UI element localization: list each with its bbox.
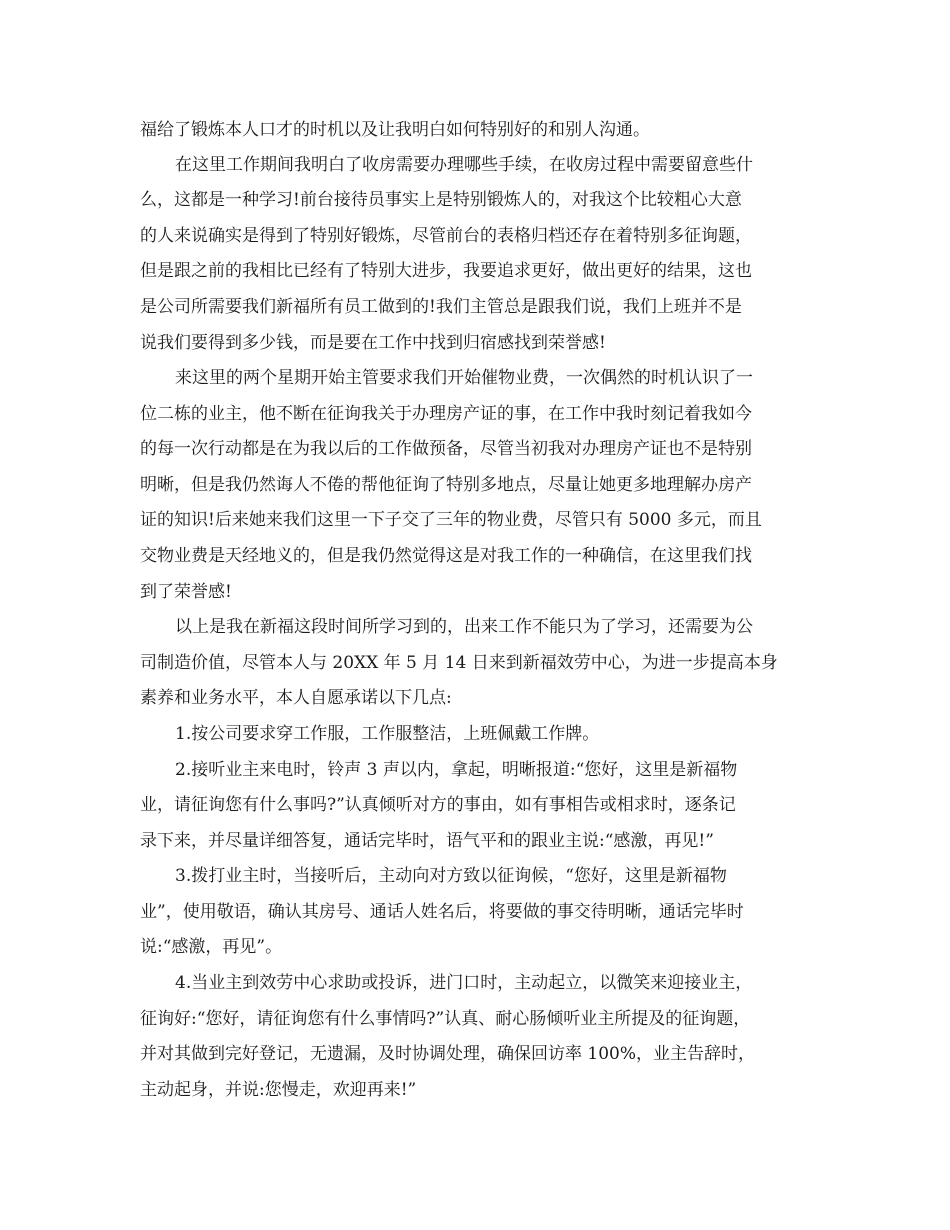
text-line: 在这里工作期间我明白了收房需要办理哪些手续，在收房过程中需要留意些什 [175, 155, 753, 175]
text-line: 的每一次行动都是在为我以后的工作做预备，尽管当初我对办理房产证也不是特别 [140, 439, 752, 459]
text-line: 但是跟之前的我相比已经有了特别大进步，我要追求更好，做出更好的结果，这也 [140, 261, 752, 281]
text-line: 福给了锻炼本人口才的时机以及让我明白如何特别好的和别人沟通。 [140, 120, 650, 140]
text-line: 业，请征询您有什么事吗?”认真倾听对方的事由，如有事相告或相求时，逐条记 [140, 795, 736, 815]
text-line: 4.当业主到效劳中心求助或投诉，进门口时，主动起立，以微笑来迎接业主， [175, 973, 753, 993]
text-line: 说我们要得到多少钱，而是要在工作中找到归宿感找到荣誉感! [140, 333, 606, 353]
text-line: 3.拨打业主时，当接听后，主动向对方致以征询候，“您好，这里是新福物 [175, 866, 727, 886]
text-line: 以上是我在新福这段时间所学习到的，出来工作不能只为了学习，还需要为公 [175, 617, 753, 637]
text-line: 素养和业务水平，本人自愿承诺以下几点: [140, 688, 452, 708]
text-line: 征询好:“您好，请征询您有什么事情吗?”认真、耐心肠倾听业主所提及的征询题， [140, 1009, 751, 1029]
text-line: 么，这都是一种学习!前台接待员事实上是特别锻炼人的，对我这个比较粗心大意 [140, 190, 742, 210]
text-line: 来这里的两个星期开始主管要求我们开始催物业费，一次偶然的时机认识了一 [175, 368, 753, 388]
text-line: 并对其做到完好登记，无遗漏，及时协调处理，确保回访率 100%，业主告辞时， [140, 1044, 756, 1064]
text-line: 说:“感激，再见”。 [140, 937, 283, 957]
text-line: 主动起身，并说:您慢走，欢迎再来!” [140, 1080, 417, 1100]
text-line: 位二栋的业主，他不断在征询我关于办理房产证的事，在工作中我时刻记着我如今 [140, 404, 752, 424]
text-line: 1.按公司要求穿工作服，工作服整洁，上班佩戴工作牌。 [175, 724, 600, 744]
text-line: 录下来，并尽量详细答复，通话完毕时，语气平和的跟业主说:“感激，再见!” [140, 831, 714, 851]
text-line: 是公司所需要我们新福所有员工做到的!我们主管总是跟我们说，我们上班并不是 [140, 297, 742, 317]
text-line: 业”，使用敬语，确认其房号、通话人姓名后，将要做的事交待明晰，通话完毕时 [140, 902, 744, 922]
text-line: 的人来说确实是得到了特别好锻炼，尽管前台的表格归档还存在着特别多征询题， [140, 226, 752, 246]
text-line: 明晰，但是我仍然诲人不倦的帮他征询了特别多地点，尽量让她更多地理解办房产 [140, 475, 752, 495]
text-line: 证的知识!后来她来我们这里一下子交了三年的物业费，尽管只有 5000 多元，而且 [140, 510, 762, 530]
text-line: 交物业费是天经地义的，但是我仍然觉得这是对我工作的一种确信，在这里我们找 [140, 546, 752, 566]
text-line: 到了荣誉感! [140, 582, 232, 602]
text-line: 2.接听业主来电时，铃声 3 声以内，拿起，明晰报道:“您好，这里是新福物 [175, 760, 738, 780]
text-line: 司制造价值，尽管本人与 20XX 年 5 月 14 日来到新福效劳中心，为进一步提高本身 [140, 653, 778, 673]
